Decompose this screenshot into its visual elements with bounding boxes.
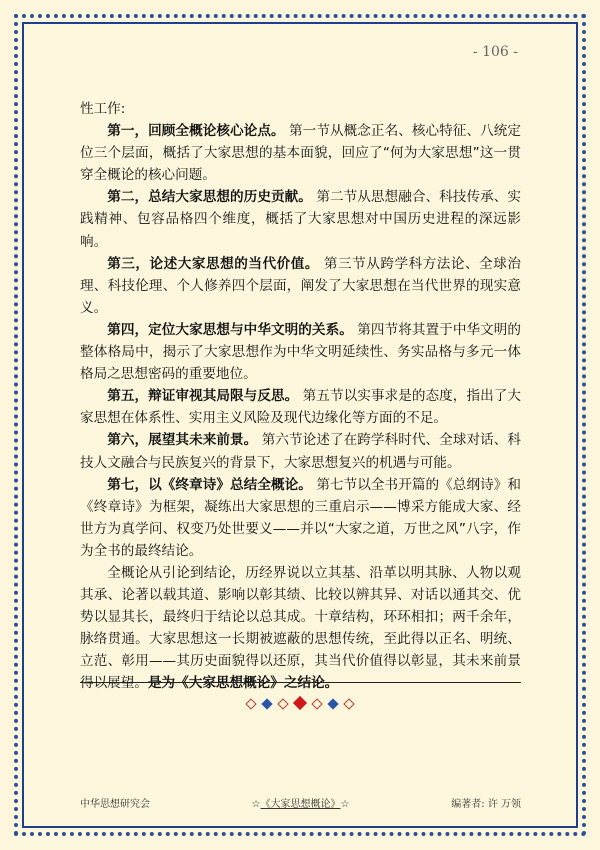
paragraph-text: 第一节从概念正名、核心特征、八统定位三个层面，概括了大家思想的基本面貌，回应了“何为大家思想”这一贯穿全概论的核心问题。 <box>80 123 522 184</box>
body-text <box>80 98 521 695</box>
paragraph <box>80 98 521 120</box>
diamond-icon <box>261 698 272 709</box>
paragraph-text: 第四节将其置于中华文明的整体格局中，揭示了大家思想作为中华文明延续性、务实品格与多元一体格局之思想密码的重要地位。 <box>80 321 522 383</box>
footer-author: 编著者: 许 万领 <box>451 799 521 810</box>
footer-title-text: 《大家思想概论》 <box>260 799 341 810</box>
horizontal-rule <box>80 682 521 683</box>
diamond-ornament <box>0 698 600 708</box>
paragraph <box>80 385 521 429</box>
diamond-icon <box>311 698 322 709</box>
diamond-icon <box>277 698 288 709</box>
paragraph <box>80 253 521 319</box>
diamond-icon <box>245 698 256 709</box>
paragraph-heading: 第五，辩证审视其局限与反思。 <box>107 388 299 405</box>
paragraph-text: 第二节从思想融合、科技传承、实践精神、包容品格四个维度，概括了大家思想对中国历史进程的深远影响。 <box>80 189 521 250</box>
paragraph-text: 第六节论述了在跨学科时代、全球对话、科技人文融合与民族复兴的背景下，大家思想复兴的机遇与可能。 <box>80 432 522 471</box>
paragraph-conclusion: 是为《大家思想概论》之结论。 <box>147 675 339 692</box>
diamond-icon <box>327 698 338 709</box>
page-number: - 106 - <box>472 44 518 60</box>
paragraph <box>80 120 521 186</box>
paragraph-heading: 第三，论述大家思想的当代价值。 <box>107 255 319 272</box>
star-icon: ☆ <box>251 799 261 810</box>
paragraph <box>80 474 521 562</box>
page-footer <box>80 795 521 811</box>
paragraph <box>80 319 521 385</box>
paragraph-text: 第五节以实事求是的态度，指出了大家思想在体系性、实用主义风险及现代边缘化等方面的不足。 <box>80 388 521 427</box>
paragraph <box>80 429 521 473</box>
footer-organization: 中华思想研究会 <box>80 799 150 810</box>
paragraph-text: 性工作: <box>80 101 126 117</box>
paragraph-text: 全概论从引论到结论，历经界说以立其基、沿革以明其脉、人物以观其承、论著以载其道、影响以彰其绩、比较以辨其异、对话以通其交、优势以显其长，最终归于结论以总其成。十章结构，环环相扣；两千余年，脉络贯通。大家思想这一长期被遮蔽的思想传统，至此得以正名、明统、立范、彰用——其历史面貌得以还原，其当代价值得以彰显，其未来前景得以展望。 <box>80 564 521 692</box>
paragraph <box>80 186 521 252</box>
paragraph <box>80 562 521 695</box>
paragraph-heading: 第二，总结大家思想的历史贡献。 <box>107 189 312 206</box>
paragraph-heading: 第四，定位大家思想与中华文明的关系。 <box>107 321 353 338</box>
paragraph-text: 第三节从跨学科方法论、全球治理、科技伦理、个人修养四个层面，阐发了大家思想在当代世界的现实意义。 <box>80 255 522 316</box>
diamond-icon <box>293 696 307 710</box>
paragraph-heading: 第一，回顾全概论核心论点。 <box>107 123 285 140</box>
paragraph-heading: 第七，以《终章诗》总结全概论。 <box>107 476 312 493</box>
paragraph-heading: 第六，展望其未来前景。 <box>107 432 258 449</box>
diamond-icon <box>343 698 354 709</box>
star-icon: ☆ <box>340 799 350 810</box>
paragraph-text: 第七节以全书开篇的《总纲诗》和《终章诗》为框架，凝练出大家思想的三重启示——博采方能成大家、经世方为真学问、权变乃处世要义——并以“大家之道，万世之风”八字，作为全书的最终结论。 <box>80 476 521 559</box>
